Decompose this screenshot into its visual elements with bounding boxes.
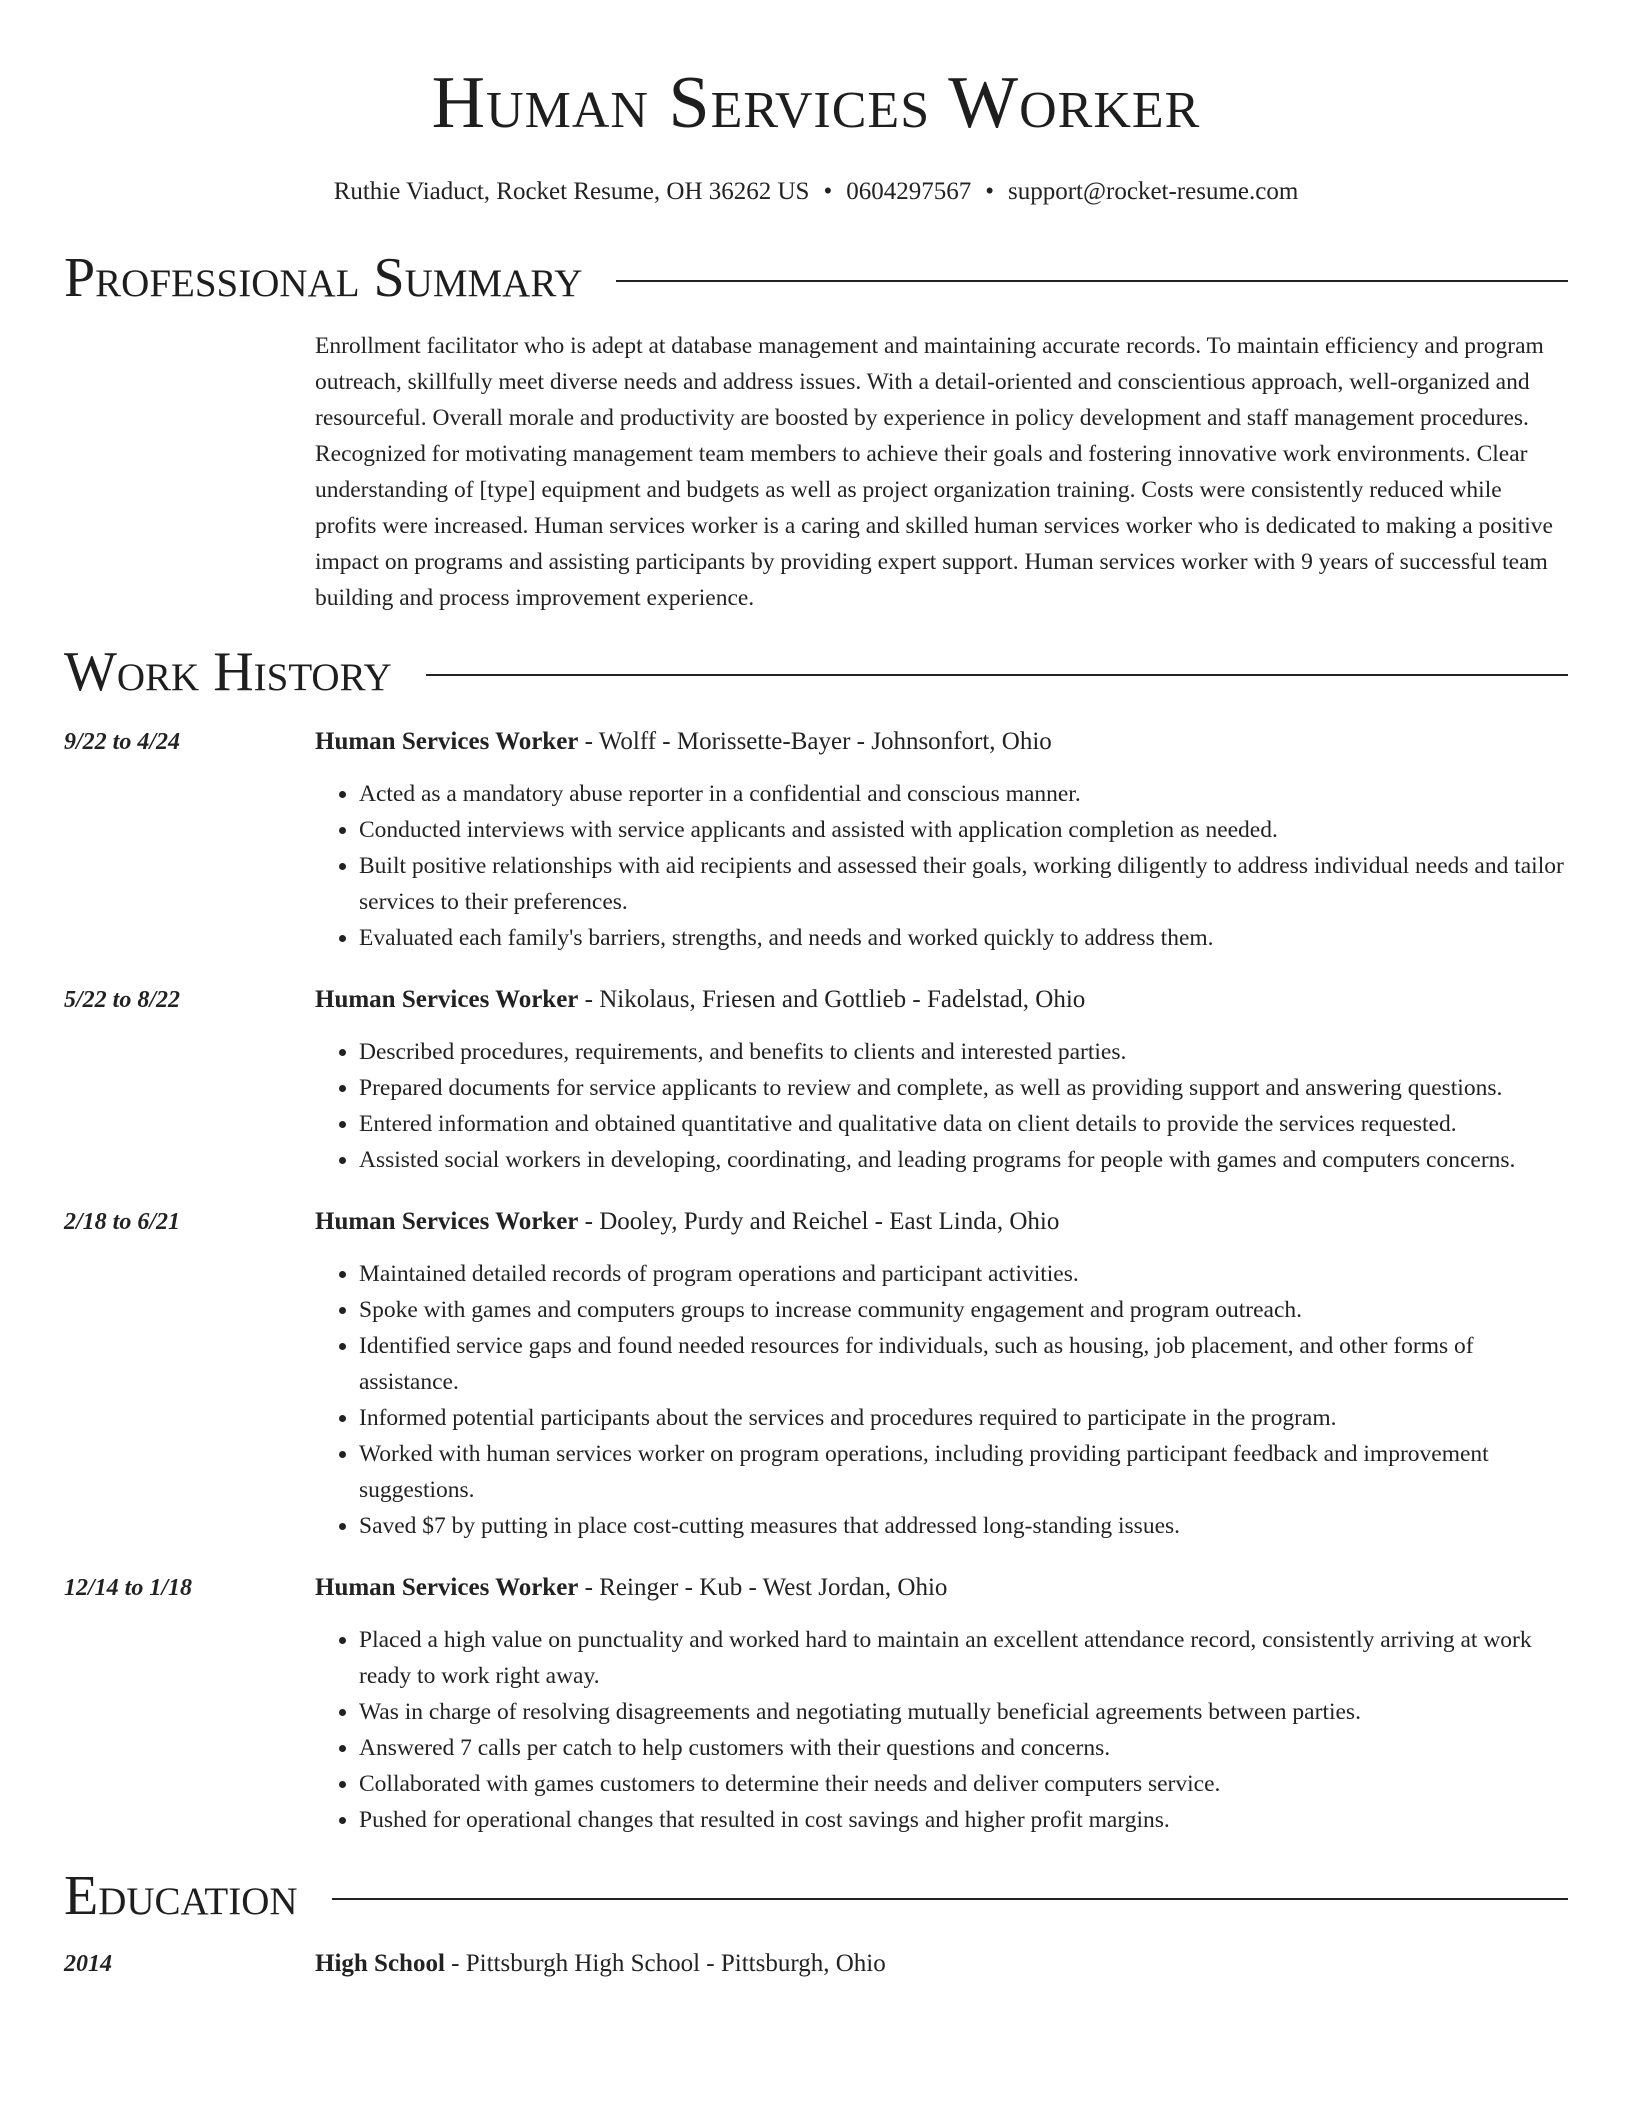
job-title: Human Services Worker (315, 986, 579, 1013)
summary-text: Enrollment facilitator who is adept at database management and maintaining accurate records. To maintain efficiency and program outreach, skillfully meet diverse needs and address issues. With a detail-oriented and conscientious approach, well-organized and resourceful. Overall morale and productivity are boosted by experience in policy development and staff management procedures. Recognized for motivating management team members to achieve their goals and fostering innovative work environments. Clear understanding of [type] equipment and budgets as well as project organization training. Costs were consistently reduced while profits were increased. Human services worker is a caring and skilled human services worker who is dedicated to making a positive impact on programs and assisting participants by providing expert support. Human services worker with 9 years of successful team building and process improvement experience. (315, 333, 1553, 611)
job-bullet: • Prepared documents for service applicants to review and complete, as well as providing support and answering questions. (359, 1070, 1568, 1106)
job-bullet: • Maintained detailed records of program operations and participant activities. (359, 1256, 1568, 1292)
work-entry-dates: 5/22 to 8/22 (64, 987, 181, 1013)
job-employer-location: - Wolff - Morissette-Bayer - Johnsonfort, Ohio (578, 728, 1052, 755)
contact-phone: 0604297567 (846, 178, 972, 205)
job-bullet: • Pushed for operational changes that resulted in cost savings and higher profit margins. (359, 1802, 1568, 1838)
job-title: Human Services Worker (315, 1208, 579, 1235)
education-list (64, 1946, 1568, 1982)
work-entry-dates: 12/14 to 1/18 (64, 1575, 193, 1601)
job-bullet-list (315, 1256, 1568, 1544)
section-divider (426, 674, 1568, 676)
job-bullet: • Informed potential participants about the services and procedures required to participate in the program. (359, 1400, 1568, 1436)
job-employer-location: - Nikolaus, Friesen and Gottlieb - Fadelstad, Ohio (578, 986, 1086, 1013)
job-bullet: • Saved $7 by putting in place cost-cutting measures that addressed long-standing issues. (359, 1508, 1568, 1544)
education-entry-line (315, 1946, 1568, 1982)
job-bullet: • Assisted social workers in developing, coordinating, and leading programs for people with games and computers concerns. (359, 1142, 1568, 1178)
work-entry-title-line (315, 982, 1568, 1018)
job-employer-location: - Reinger - Kub - West Jordan, Ohio (578, 1574, 948, 1601)
job-title: Human Services Worker (315, 728, 579, 755)
job-bullet: • Conducted interviews with service applicants and assisted with application completion as needed. (359, 812, 1568, 848)
job-title: Human Services Worker (315, 1574, 579, 1601)
job-bullet: • Entered information and obtained quantitative and qualitative data on client details to provide the services requested. (359, 1106, 1568, 1142)
contact-email: support@rocket-resume.com (1008, 178, 1299, 205)
job-bullet-list (315, 1622, 1568, 1838)
work-entry-dates: 2/18 to 6/21 (64, 1209, 181, 1235)
contact-line (64, 178, 1568, 206)
job-bullet: • Identified service gaps and found needed resources for individuals, such as housing, job placement, and other forms of assistance. (359, 1328, 1568, 1400)
section-divider (332, 1898, 1568, 1900)
resume-title: Human Services Worker (431, 62, 1201, 144)
job-bullet: • Spoke with games and computers groups to increase community engagement and program outreach. (359, 1292, 1568, 1328)
education-heading: Education (64, 1865, 298, 1927)
education-year: 2014 (64, 1951, 112, 1977)
education-school-location: - Pittsburgh High School - Pittsburgh, Ohio (444, 1950, 886, 1977)
job-bullet: • Built positive relationships with aid recipients and assessed their goals, working diligently to address individual needs and tailor services to their preferences. (359, 848, 1568, 920)
summary-heading: Professional Summary (64, 247, 583, 309)
work-entry (64, 982, 1568, 1178)
section-divider (616, 280, 1568, 282)
work-entry (64, 1204, 1568, 1544)
work-entry-body (315, 982, 1568, 1178)
job-bullet: • Acted as a mandatory abuse reporter in a confidential and conscious manner. (359, 776, 1568, 812)
work-section-header (64, 641, 1568, 703)
work-entry-dates: 9/22 to 4/24 (64, 729, 181, 755)
job-employer-location: - Dooley, Purdy and Reichel - East Linda, Ohio (578, 1208, 1060, 1235)
contact-address: Ruthie Viaduct, Rocket Resume, OH 36262 US (333, 178, 810, 205)
work-history-list (64, 724, 1568, 1838)
work-entry-title-line (315, 724, 1568, 760)
job-bullet: • Placed a high value on punctuality and worked hard to maintain an excellent attendance record, consistently arriving at work ready to work right away. (359, 1622, 1568, 1694)
education-entry (64, 1946, 1568, 1982)
contact-separator: • (985, 178, 994, 205)
job-bullet: • Evaluated each family's barriers, strengths, and needs and worked quickly to address them. (359, 920, 1568, 956)
education-section-header (64, 1865, 1568, 1927)
job-bullet: • Answered 7 calls per catch to help customers with their questions and concerns. (359, 1730, 1568, 1766)
summary-section-header (64, 247, 1568, 309)
job-bullet-list (315, 1034, 1568, 1178)
job-bullet-list (315, 776, 1568, 956)
job-bullet: • Was in charge of resolving disagreements and negotiating mutually beneficial agreements between parties. (359, 1694, 1568, 1730)
job-bullet: • Described procedures, requirements, and benefits to clients and interested parties. (359, 1034, 1568, 1070)
work-entry-title-line (315, 1204, 1568, 1240)
work-entry (64, 724, 1568, 956)
job-bullet: • Worked with human services worker on program operations, including providing participant feedback and improvement suggestions. (359, 1436, 1568, 1508)
work-entry-title-line (315, 1570, 1568, 1606)
education-degree: High School (315, 1950, 445, 1977)
work-entry (64, 1570, 1568, 1838)
work-entry-body (315, 724, 1568, 956)
work-entry-body (315, 1570, 1568, 1838)
work-heading: Work History (64, 641, 392, 703)
contact-separator: • (823, 178, 833, 205)
job-bullet: • Collaborated with games customers to determine their needs and deliver computers service. (359, 1766, 1568, 1802)
work-entry-body (315, 1204, 1568, 1544)
